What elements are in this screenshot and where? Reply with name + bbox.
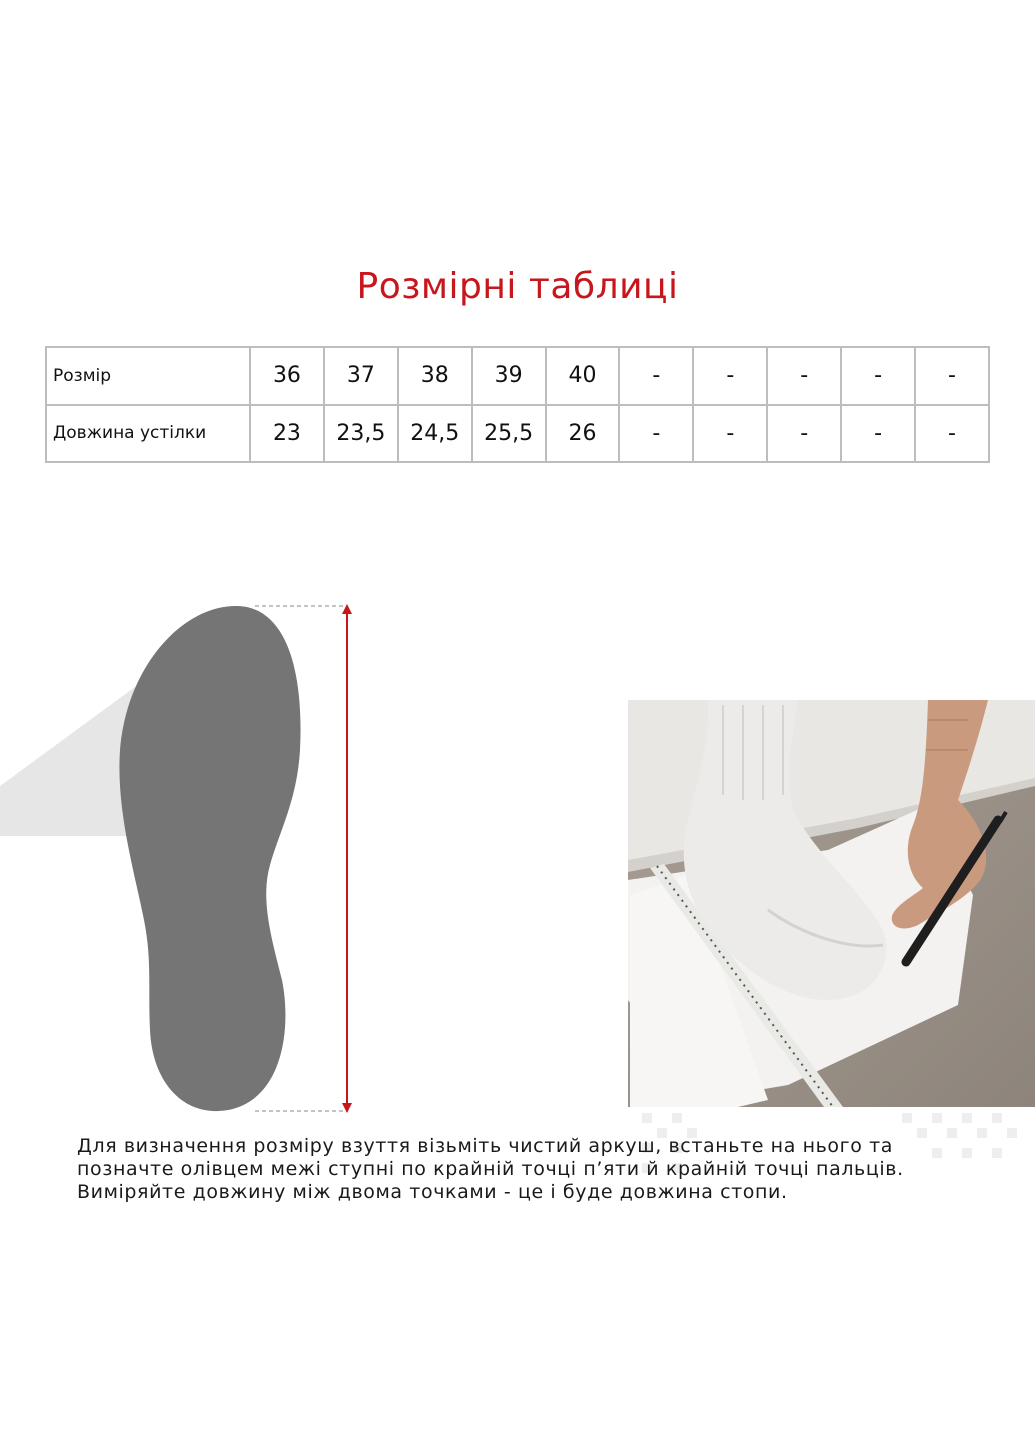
table-cell: 26: [546, 405, 620, 463]
table-cell: -: [693, 347, 767, 405]
table-cell: -: [767, 405, 841, 463]
size-table: [45, 346, 990, 463]
table-cell: -: [619, 405, 693, 463]
table-row-insole-length: [46, 405, 989, 463]
table-cell: 25,5: [472, 405, 546, 463]
instructions-text: [77, 1135, 1017, 1204]
table-row-size: [46, 347, 989, 405]
table-cell: 40: [546, 347, 620, 405]
table-cell: -: [915, 405, 989, 463]
table-cell: -: [841, 405, 915, 463]
table-cell: 37: [324, 347, 398, 405]
table-cell: 39: [472, 347, 546, 405]
table-cell: -: [693, 405, 767, 463]
page-title: Розмірні таблиці: [356, 266, 679, 307]
table-cell: -: [841, 347, 915, 405]
table-cell: -: [619, 347, 693, 405]
table-cell: -: [915, 347, 989, 405]
row-label-insole-length: Довжина устілки: [46, 405, 250, 463]
instruction-line: Для визначення розміру взуття візьміть чистий аркуш, встаньте на нього та: [77, 1135, 893, 1157]
table-cell: 23: [250, 405, 324, 463]
table-cell: 36: [250, 347, 324, 405]
row-label-size: Розмір: [46, 347, 250, 405]
table-cell: 38: [398, 347, 472, 405]
table-cell: -: [767, 347, 841, 405]
instruction-line: позначте олівцем межі ступні по крайній точці п’яти й крайній точці пальців.: [77, 1158, 904, 1180]
foot-measurement-photo: [628, 700, 1035, 1107]
table-cell: 24,5: [398, 405, 472, 463]
instruction-line: Виміряйте довжину між двома точками - це і буде довжина стопи.: [77, 1181, 788, 1203]
double-arrow-vertical-icon: [240, 600, 370, 1120]
table-cell: 23,5: [324, 405, 398, 463]
